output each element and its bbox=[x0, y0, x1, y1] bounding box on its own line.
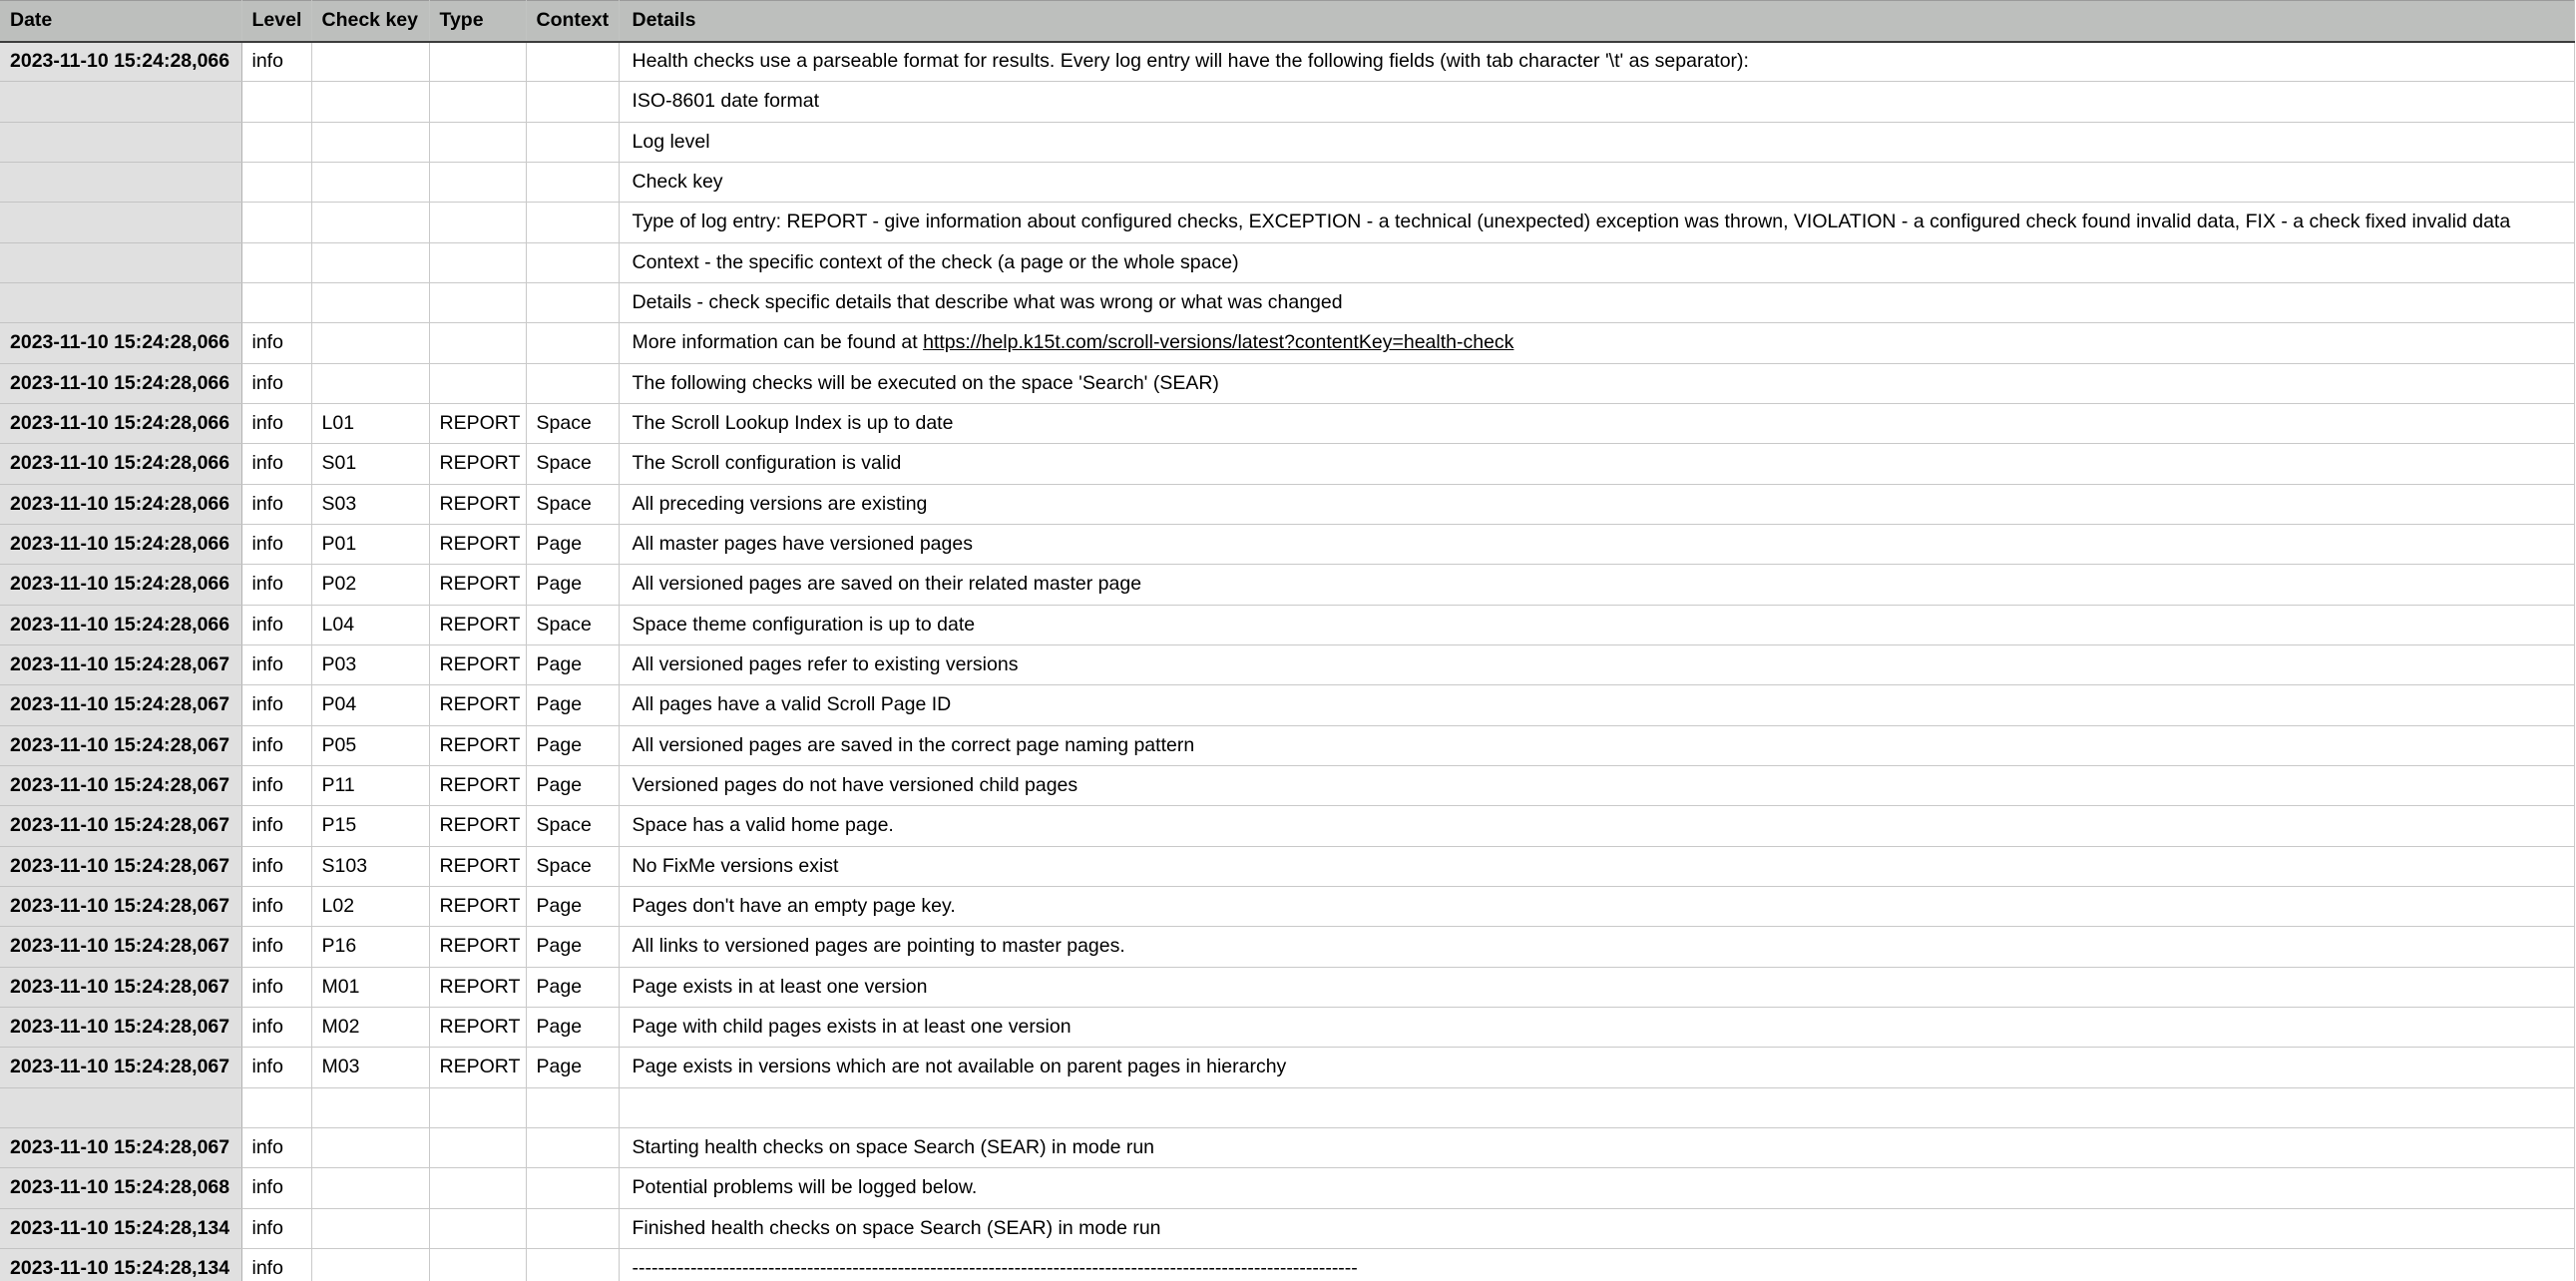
table-row bbox=[0, 765, 2574, 805]
date-cell: 2023-11-10 15:24:28,067 bbox=[0, 1007, 241, 1047]
check-key-cell: P02 bbox=[311, 565, 429, 605]
check-key-cell: P16 bbox=[311, 927, 429, 967]
check-key-cell bbox=[311, 1087, 429, 1127]
log-table-body bbox=[0, 42, 2574, 1281]
type-cell bbox=[429, 323, 526, 363]
details-cell: Context - the specific context of the check (a page or the whole space) bbox=[619, 242, 2574, 282]
details-cell: All preceding versions are existing bbox=[619, 484, 2574, 524]
date-cell: 2023-11-10 15:24:28,067 bbox=[0, 644, 241, 684]
context-cell: Page bbox=[526, 565, 619, 605]
date-cell: 2023-11-10 15:24:28,067 bbox=[0, 1048, 241, 1087]
table-row bbox=[0, 806, 2574, 846]
level-cell: info bbox=[241, 403, 311, 443]
context-cell bbox=[526, 1248, 619, 1281]
table-row bbox=[0, 725, 2574, 765]
table-row bbox=[0, 927, 2574, 967]
level-cell: info bbox=[241, 444, 311, 484]
table-row bbox=[0, 484, 2574, 524]
check-key-cell bbox=[311, 282, 429, 322]
date-cell: 2023-11-10 15:24:28,066 bbox=[0, 605, 241, 644]
check-key-cell bbox=[311, 323, 429, 363]
context-cell bbox=[526, 1208, 619, 1248]
table-header bbox=[0, 1, 2574, 42]
check-key-cell: L02 bbox=[311, 886, 429, 926]
type-cell bbox=[429, 363, 526, 403]
type-cell bbox=[429, 242, 526, 282]
check-key-cell: P04 bbox=[311, 685, 429, 725]
level-cell: info bbox=[241, 524, 311, 564]
type-cell: REPORT bbox=[429, 927, 526, 967]
level-cell bbox=[241, 162, 311, 202]
check-key-cell bbox=[311, 1248, 429, 1281]
level-cell: info bbox=[241, 605, 311, 644]
table-row bbox=[0, 203, 2574, 242]
type-cell bbox=[429, 42, 526, 82]
context-cell bbox=[526, 1168, 619, 1208]
type-cell: REPORT bbox=[429, 444, 526, 484]
context-cell: Page bbox=[526, 1048, 619, 1087]
type-cell bbox=[429, 1168, 526, 1208]
details-cell: Starting health checks on space Search (SEAR) in mode run bbox=[619, 1127, 2574, 1167]
type-cell bbox=[429, 122, 526, 162]
date-cell bbox=[0, 1087, 241, 1127]
date-cell: 2023-11-10 15:24:28,067 bbox=[0, 927, 241, 967]
details-cell: ISO-8601 date format bbox=[619, 82, 2574, 122]
context-cell bbox=[526, 82, 619, 122]
level-cell: info bbox=[241, 484, 311, 524]
type-cell: REPORT bbox=[429, 765, 526, 805]
details-cell bbox=[619, 1087, 2574, 1127]
date-cell: 2023-11-10 15:24:28,066 bbox=[0, 565, 241, 605]
type-cell: REPORT bbox=[429, 685, 526, 725]
level-cell: info bbox=[241, 1127, 311, 1167]
table-row bbox=[0, 42, 2574, 82]
level-cell bbox=[241, 1087, 311, 1127]
date-cell: 2023-11-10 15:24:28,067 bbox=[0, 806, 241, 846]
header-row bbox=[0, 1, 2574, 42]
level-cell: info bbox=[241, 685, 311, 725]
details-cell: Pages don't have an empty page key. bbox=[619, 886, 2574, 926]
date-cell: 2023-11-10 15:24:28,134 bbox=[0, 1208, 241, 1248]
level-cell bbox=[241, 242, 311, 282]
table-row bbox=[0, 644, 2574, 684]
type-cell bbox=[429, 162, 526, 202]
date-cell: 2023-11-10 15:24:28,067 bbox=[0, 1127, 241, 1167]
details-cell: Type of log entry: REPORT - give information about configured checks, EXCEPTION - a technical (unexpected) exception was thrown, VIOLATION - a configured check found invalid data, FIX - a check fixed invalid data bbox=[619, 203, 2574, 242]
type-cell: REPORT bbox=[429, 1007, 526, 1047]
check-key-cell bbox=[311, 162, 429, 202]
check-key-cell: S03 bbox=[311, 484, 429, 524]
level-cell: info bbox=[241, 644, 311, 684]
date-cell: 2023-11-10 15:24:28,068 bbox=[0, 1168, 241, 1208]
date-cell bbox=[0, 203, 241, 242]
details-cell: All pages have a valid Scroll Page ID bbox=[619, 685, 2574, 725]
type-cell bbox=[429, 1127, 526, 1167]
context-cell: Space bbox=[526, 484, 619, 524]
details-cell: Space has a valid home page. bbox=[619, 806, 2574, 846]
table-row bbox=[0, 886, 2574, 926]
table-row bbox=[0, 1087, 2574, 1127]
level-cell: info bbox=[241, 1248, 311, 1281]
check-key-cell bbox=[311, 1127, 429, 1167]
table-row bbox=[0, 1248, 2574, 1281]
level-cell: info bbox=[241, 1168, 311, 1208]
type-cell: REPORT bbox=[429, 1048, 526, 1087]
type-cell: REPORT bbox=[429, 886, 526, 926]
details-cell: All versioned pages are saved in the correct page naming pattern bbox=[619, 725, 2574, 765]
column-header-details: Details bbox=[619, 1, 2574, 42]
level-cell: info bbox=[241, 765, 311, 805]
check-key-cell bbox=[311, 1208, 429, 1248]
context-cell: Page bbox=[526, 927, 619, 967]
type-cell bbox=[429, 1087, 526, 1127]
table-row bbox=[0, 1168, 2574, 1208]
details-cell: All versioned pages refer to existing versions bbox=[619, 644, 2574, 684]
level-cell: info bbox=[241, 886, 311, 926]
date-cell bbox=[0, 122, 241, 162]
context-cell: Space bbox=[526, 403, 619, 443]
table-row bbox=[0, 444, 2574, 484]
details-cell: The Scroll Lookup Index is up to date bbox=[619, 403, 2574, 443]
help-link[interactable]: https://help.k15t.com/scroll-versions/latest?contentKey=health-check bbox=[923, 331, 1514, 354]
details-cell: Space theme configuration is up to date bbox=[619, 605, 2574, 644]
type-cell: REPORT bbox=[429, 644, 526, 684]
level-cell: info bbox=[241, 363, 311, 403]
check-key-cell: P01 bbox=[311, 524, 429, 564]
level-cell: info bbox=[241, 42, 311, 82]
details-cell: Log level bbox=[619, 122, 2574, 162]
level-cell: info bbox=[241, 1007, 311, 1047]
check-key-cell: P15 bbox=[311, 806, 429, 846]
level-cell bbox=[241, 282, 311, 322]
level-cell: info bbox=[241, 846, 311, 886]
date-cell: 2023-11-10 15:24:28,067 bbox=[0, 685, 241, 725]
date-cell bbox=[0, 282, 241, 322]
context-cell bbox=[526, 323, 619, 363]
context-cell: Space bbox=[526, 605, 619, 644]
context-cell: Space bbox=[526, 806, 619, 846]
table-row bbox=[0, 1007, 2574, 1047]
details-cell: All versioned pages are saved on their related master page bbox=[619, 565, 2574, 605]
level-cell: info bbox=[241, 806, 311, 846]
details-cell: Check key bbox=[619, 162, 2574, 202]
level-cell bbox=[241, 122, 311, 162]
table-row bbox=[0, 282, 2574, 322]
check-key-cell: P11 bbox=[311, 765, 429, 805]
table-row bbox=[0, 403, 2574, 443]
level-cell bbox=[241, 82, 311, 122]
check-key-cell: M01 bbox=[311, 967, 429, 1007]
table-row bbox=[0, 846, 2574, 886]
details-cell: Potential problems will be logged below. bbox=[619, 1168, 2574, 1208]
details-cell: Details - check specific details that describe what was wrong or what was changed bbox=[619, 282, 2574, 322]
check-key-cell bbox=[311, 122, 429, 162]
date-cell: 2023-11-10 15:24:28,134 bbox=[0, 1248, 241, 1281]
type-cell: REPORT bbox=[429, 565, 526, 605]
details-cell: Page exists in at least one version bbox=[619, 967, 2574, 1007]
type-cell bbox=[429, 282, 526, 322]
level-cell: info bbox=[241, 323, 311, 363]
table-row bbox=[0, 242, 2574, 282]
level-cell: info bbox=[241, 565, 311, 605]
check-key-cell bbox=[311, 42, 429, 82]
column-header-type: Type bbox=[429, 1, 526, 42]
table-row bbox=[0, 1127, 2574, 1167]
context-cell: Page bbox=[526, 765, 619, 805]
table-row bbox=[0, 524, 2574, 564]
context-cell: Page bbox=[526, 685, 619, 725]
type-cell bbox=[429, 1248, 526, 1281]
context-cell: Page bbox=[526, 725, 619, 765]
check-key-cell bbox=[311, 1168, 429, 1208]
date-cell: 2023-11-10 15:24:28,067 bbox=[0, 967, 241, 1007]
check-key-cell bbox=[311, 363, 429, 403]
date-cell: 2023-11-10 15:24:28,067 bbox=[0, 886, 241, 926]
column-header-date: Date bbox=[0, 1, 241, 42]
table-row bbox=[0, 565, 2574, 605]
table-row bbox=[0, 162, 2574, 202]
type-cell: REPORT bbox=[429, 806, 526, 846]
type-cell: REPORT bbox=[429, 846, 526, 886]
type-cell: REPORT bbox=[429, 967, 526, 1007]
details-cell bbox=[619, 323, 2574, 363]
date-cell: 2023-11-10 15:24:28,066 bbox=[0, 403, 241, 443]
table-row bbox=[0, 363, 2574, 403]
table-row bbox=[0, 685, 2574, 725]
check-key-cell: P03 bbox=[311, 644, 429, 684]
level-cell: info bbox=[241, 927, 311, 967]
context-cell bbox=[526, 122, 619, 162]
details-cell: Health checks use a parseable format for results. Every log entry will have the following fields (with tab character '\t' as separator): bbox=[619, 42, 2574, 82]
details-cell: All master pages have versioned pages bbox=[619, 524, 2574, 564]
type-cell: REPORT bbox=[429, 605, 526, 644]
context-cell: Page bbox=[526, 1007, 619, 1047]
details-cell: All links to versioned pages are pointing to master pages. bbox=[619, 927, 2574, 967]
check-key-cell: S01 bbox=[311, 444, 429, 484]
date-cell: 2023-11-10 15:24:28,066 bbox=[0, 524, 241, 564]
context-cell: Space bbox=[526, 444, 619, 484]
details-cell: Finished health checks on space Search (SEAR) in mode run bbox=[619, 1208, 2574, 1248]
type-cell: REPORT bbox=[429, 725, 526, 765]
context-cell: Page bbox=[526, 524, 619, 564]
type-cell: REPORT bbox=[429, 403, 526, 443]
type-cell: REPORT bbox=[429, 524, 526, 564]
type-cell bbox=[429, 1208, 526, 1248]
context-cell bbox=[526, 203, 619, 242]
table-row bbox=[0, 1048, 2574, 1087]
level-cell: info bbox=[241, 1048, 311, 1087]
context-cell: Page bbox=[526, 886, 619, 926]
date-cell bbox=[0, 242, 241, 282]
level-cell bbox=[241, 203, 311, 242]
context-cell bbox=[526, 282, 619, 322]
date-cell bbox=[0, 82, 241, 122]
date-cell: 2023-11-10 15:24:28,067 bbox=[0, 725, 241, 765]
check-key-cell bbox=[311, 203, 429, 242]
table-row bbox=[0, 605, 2574, 644]
context-cell bbox=[526, 1127, 619, 1167]
check-key-cell: M03 bbox=[311, 1048, 429, 1087]
date-cell: 2023-11-10 15:24:28,066 bbox=[0, 323, 241, 363]
check-key-cell: P05 bbox=[311, 725, 429, 765]
table-row bbox=[0, 122, 2574, 162]
details-cell: No FixMe versions exist bbox=[619, 846, 2574, 886]
date-cell: 2023-11-10 15:24:28,067 bbox=[0, 846, 241, 886]
details-cell: Page exists in versions which are not available on parent pages in hierarchy bbox=[619, 1048, 2574, 1087]
date-cell: 2023-11-10 15:24:28,066 bbox=[0, 363, 241, 403]
table-row bbox=[0, 323, 2574, 363]
context-cell bbox=[526, 363, 619, 403]
level-cell: info bbox=[241, 967, 311, 1007]
column-header-check-key: Check key bbox=[311, 1, 429, 42]
context-cell: Page bbox=[526, 644, 619, 684]
date-cell: 2023-11-10 15:24:28,066 bbox=[0, 444, 241, 484]
check-key-cell: M02 bbox=[311, 1007, 429, 1047]
context-cell bbox=[526, 42, 619, 82]
context-cell bbox=[526, 1087, 619, 1127]
date-cell: 2023-11-10 15:24:28,067 bbox=[0, 765, 241, 805]
context-cell bbox=[526, 162, 619, 202]
details-cell: Page with child pages exists in at least one version bbox=[619, 1007, 2574, 1047]
details-cell: The Scroll configuration is valid bbox=[619, 444, 2574, 484]
date-cell bbox=[0, 162, 241, 202]
details-cell: The following checks will be executed on the space 'Search' (SEAR) bbox=[619, 363, 2574, 403]
context-cell bbox=[526, 242, 619, 282]
check-key-cell bbox=[311, 82, 429, 122]
check-key-cell bbox=[311, 242, 429, 282]
details-cell: ---------------------------------------------------------------------------------------------------------------- bbox=[619, 1248, 2574, 1281]
table-row bbox=[0, 967, 2574, 1007]
level-cell: info bbox=[241, 725, 311, 765]
column-header-context: Context bbox=[526, 1, 619, 42]
context-cell: Space bbox=[526, 846, 619, 886]
type-cell bbox=[429, 82, 526, 122]
table-row bbox=[0, 82, 2574, 122]
context-cell: Page bbox=[526, 967, 619, 1007]
type-cell: REPORT bbox=[429, 484, 526, 524]
details-cell: Versioned pages do not have versioned child pages bbox=[619, 765, 2574, 805]
check-key-cell: S103 bbox=[311, 846, 429, 886]
column-header-level: Level bbox=[241, 1, 311, 42]
details-text: More information can be found at bbox=[632, 331, 924, 354]
check-key-cell: L01 bbox=[311, 403, 429, 443]
check-key-cell: L04 bbox=[311, 605, 429, 644]
date-cell: 2023-11-10 15:24:28,066 bbox=[0, 484, 241, 524]
table-row bbox=[0, 1208, 2574, 1248]
date-cell: 2023-11-10 15:24:28,066 bbox=[0, 42, 241, 82]
level-cell: info bbox=[241, 1208, 311, 1248]
type-cell bbox=[429, 203, 526, 242]
